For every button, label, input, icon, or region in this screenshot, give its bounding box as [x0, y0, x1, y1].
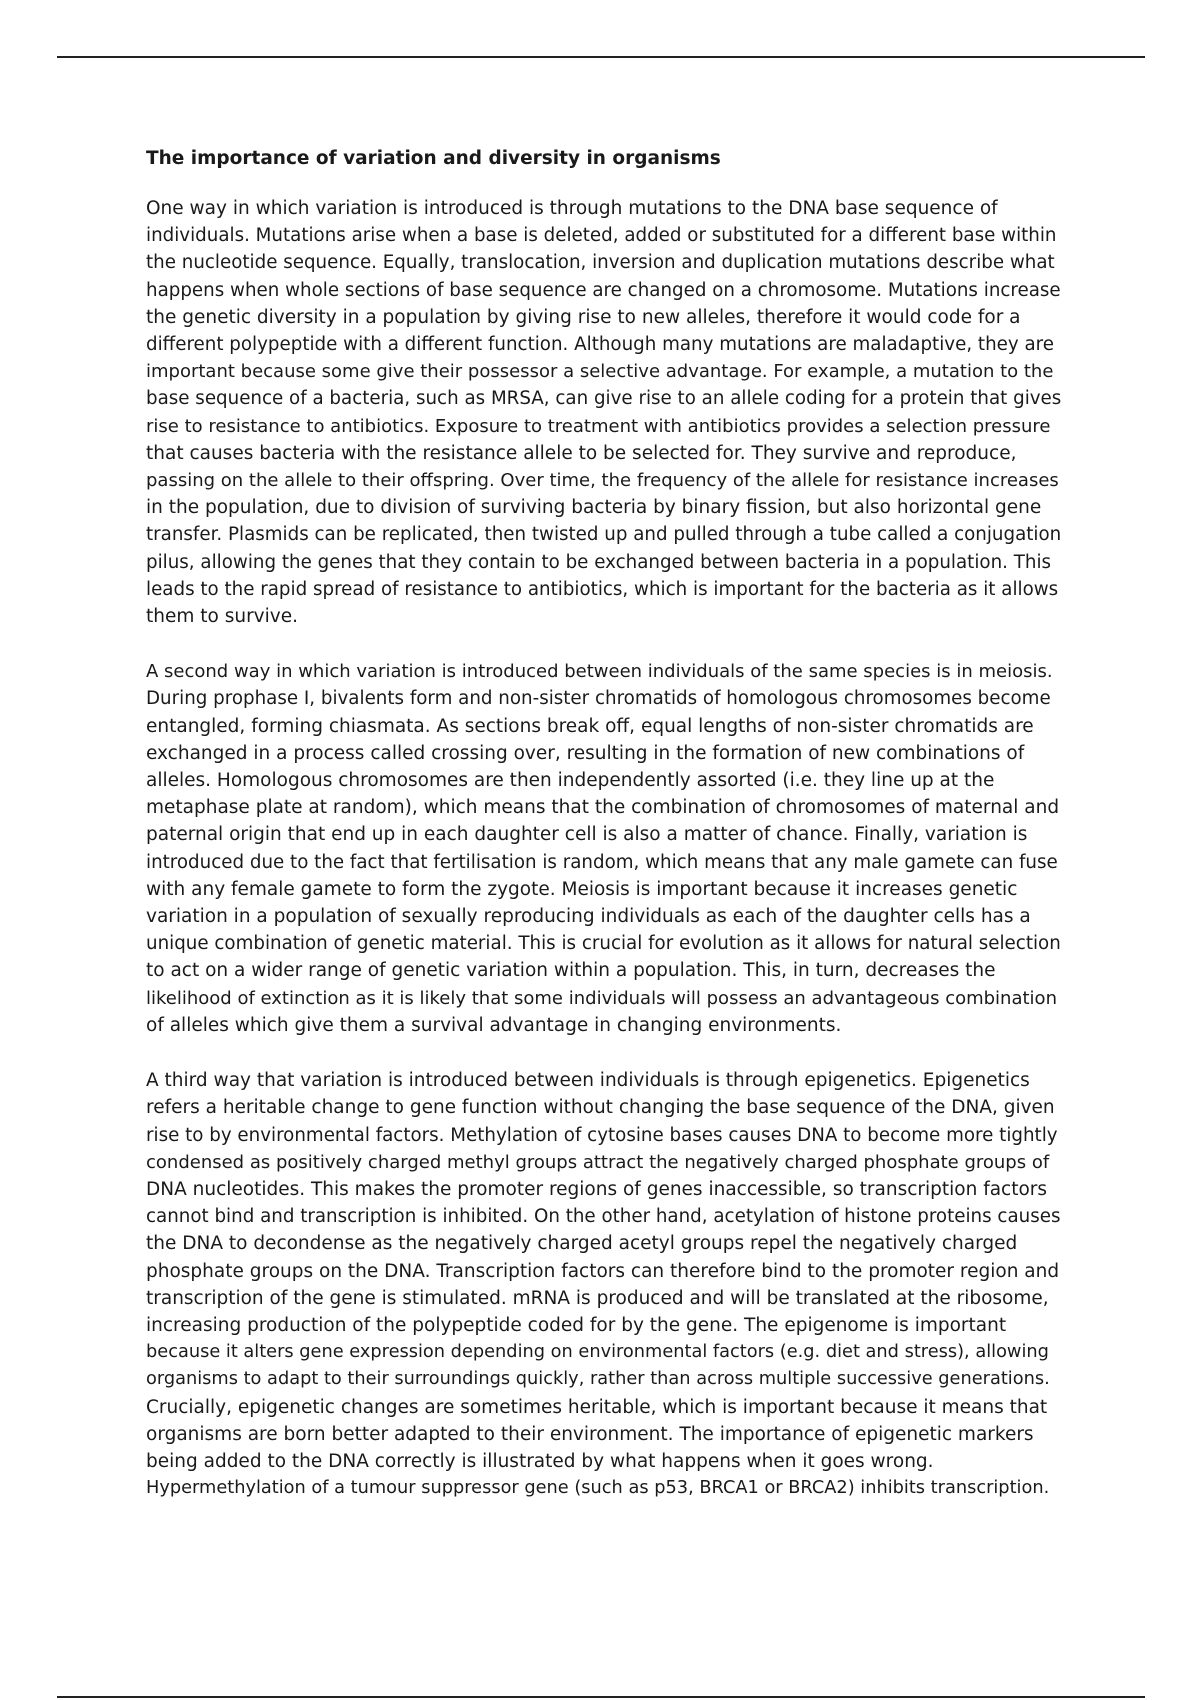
paragraph-line: the nucleotide sequence. Equally, translocation, inversion and duplication mutations describe what — [146, 252, 1055, 274]
paragraph-line: transfer. Plasmids can be replicated, then twisted up and pulled through a tube called a conjugation — [146, 524, 1062, 546]
paragraph-line: One way in which variation is introduced is through mutations to the DNA base sequence of — [146, 198, 998, 219]
paragraph-line: base sequence of a bacteria, such as MRSA, can give rise to an allele coding for a protein that gives — [146, 388, 1062, 410]
paragraph-line: important because some give their possessor a selective advantage. For example, a mutation to the — [146, 361, 1054, 383]
header-rule — [57, 56, 1145, 58]
paragraph-line: DNA nucleotides. This makes the promoter regions of genes inaccessible, so transcription factors — [146, 1178, 1048, 1200]
paragraph-line: entangled, forming chiasmata. As sections break off, equal lengths of non-sister chromatids are — [146, 715, 1034, 737]
paragraph-line: rise to resistance to antibiotics. Exposure to treatment with antibiotics provides a selection pressure — [146, 415, 1051, 437]
paragraph-line: Hypermethylation of a tumour suppressor gene (such as p53, BRCA1 or BRCA2) inhibits transcription. — [146, 1478, 1050, 1499]
paragraph-line: Crucially, epigenetic changes are sometimes heritable, which is important because it means that — [146, 1396, 1048, 1418]
paragraph-line: in the population, due to division of surviving bacteria by binary fission, but also horizontal gene — [146, 497, 1042, 519]
paragraph-line: rise to by environmental factors. Methylation of cytosine bases causes DNA to become more tightly — [146, 1124, 1058, 1146]
paragraph-line: increasing production of the polypeptide coded for by the gene. The epigenome is important — [146, 1314, 1007, 1336]
paragraph-line: leads to the rapid spread of resistance to antibiotics, which is important for the bacteria as it allows — [146, 578, 1059, 600]
paragraph-line: different polypeptide with a different function. Although many mutations are maladaptive, they are — [146, 334, 1054, 356]
paragraph-meiosis — [146, 658, 1061, 1039]
paragraph-line: pilus, allowing the genes that they contain to be exchanged between bacteria in a population. This — [146, 551, 1052, 573]
paragraph-line: A second way in which variation is introduced between individuals of the same species is in meiosis. — [146, 661, 1053, 683]
paragraph-line: organisms are born better adapted to their environment. The importance of epigenetic markers — [146, 1423, 1034, 1445]
paragraph-line: paternal origin that end up in each daughter cell is also a matter of chance. Finally, variation is — [146, 824, 1028, 846]
paragraph-line: happens when whole sections of base sequence are changed on a chromosome. Mutations increase — [146, 279, 1061, 301]
paragraph-epigenetics — [146, 1067, 1061, 1502]
paragraph-line: being added to the DNA correctly is illustrated by what happens when it goes wrong. — [146, 1450, 934, 1472]
paragraph-mutations — [146, 195, 1061, 630]
paragraph-line: the DNA to decondense as the negatively charged acetyl groups repel the negatively charged — [146, 1233, 1018, 1255]
paragraph-line: phosphate groups on the DNA. Transcription factors can therefore bind to the promoter region and — [146, 1260, 1060, 1282]
paragraph-line: passing on the allele to their offspring. Over time, the frequency of the allele for resistance increases — [146, 470, 1059, 492]
paragraph-line: alleles. Homologous chromosomes are then independently assorted (i.e. they line up at the — [146, 770, 995, 792]
paragraph-line: unique combination of genetic material. This is crucial for evolution as it allows for natural selection — [146, 933, 1061, 955]
paragraph-line: transcription of the gene is stimulated. mRNA is produced and will be translated at the ribosome, — [146, 1287, 1049, 1309]
paragraph-line: that causes bacteria with the resistance allele to be selected for. They survive and reproduce, — [146, 442, 1017, 464]
paragraph-line: to act on a wider range of genetic variation within a population. This, in turn, decreases the — [146, 960, 996, 982]
paragraph-line: condensed as positively charged methyl groups attract the negatively charged phosphate groups of — [146, 1151, 1050, 1173]
paragraph-line: the genetic diversity in a population by giving rise to new alleles, therefore it would code for a — [146, 306, 1021, 328]
paragraph-line: because it alters gene expression depending on environmental factors (e.g. diet and stress), allowing — [146, 1342, 1049, 1363]
paragraph-line: likelihood of extinction as it is likely that some individuals will possess an advantageous combination — [146, 987, 1057, 1009]
paragraph-line: refers a heritable change to gene function without changing the base sequence of the DNA, given — [146, 1097, 1055, 1119]
paragraph-line: organisms to adapt to their surroundings quickly, rather than across multiple successive generations. — [146, 1369, 1050, 1390]
paragraph-line: metaphase plate at random), which means that the combination of chromosomes of maternal and — [146, 797, 1060, 819]
paragraph-line: of alleles which give them a survival advantage in changing environments. — [146, 1014, 842, 1036]
footer-rule — [57, 1696, 1145, 1698]
paragraph-line: cannot bind and transcription is inhibited. On the other hand, acetylation of histone proteins causes — [146, 1206, 1061, 1228]
paragraph-line: exchanged in a process called crossing over, resulting in the formation of new combinations of — [146, 742, 1025, 764]
document-title: The importance of variation and diversity in organisms — [146, 148, 721, 169]
paragraph-line: with any female gamete to form the zygote. Meiosis is important because it increases genetic — [146, 878, 1018, 900]
paragraph-line: them to survive. — [146, 606, 298, 628]
document-body — [146, 145, 1061, 1530]
paragraph-line: variation in a population of sexually reproducing individuals as each of the daughter cells has a — [146, 906, 1031, 928]
paragraph-line: individuals. Mutations arise when a base is deleted, added or substituted for a different base within — [146, 225, 1057, 247]
paragraph-line: A third way that variation is introduced between individuals is through epigenetics. Epigenetics — [146, 1070, 1030, 1092]
paragraph-line: During prophase I, bivalents form and non-sister chromatids of homologous chromosomes become — [146, 688, 1051, 710]
paragraph-line: introduced due to the fact that fertilisation is random, which means that any male gamete can fuse — [146, 851, 1058, 873]
